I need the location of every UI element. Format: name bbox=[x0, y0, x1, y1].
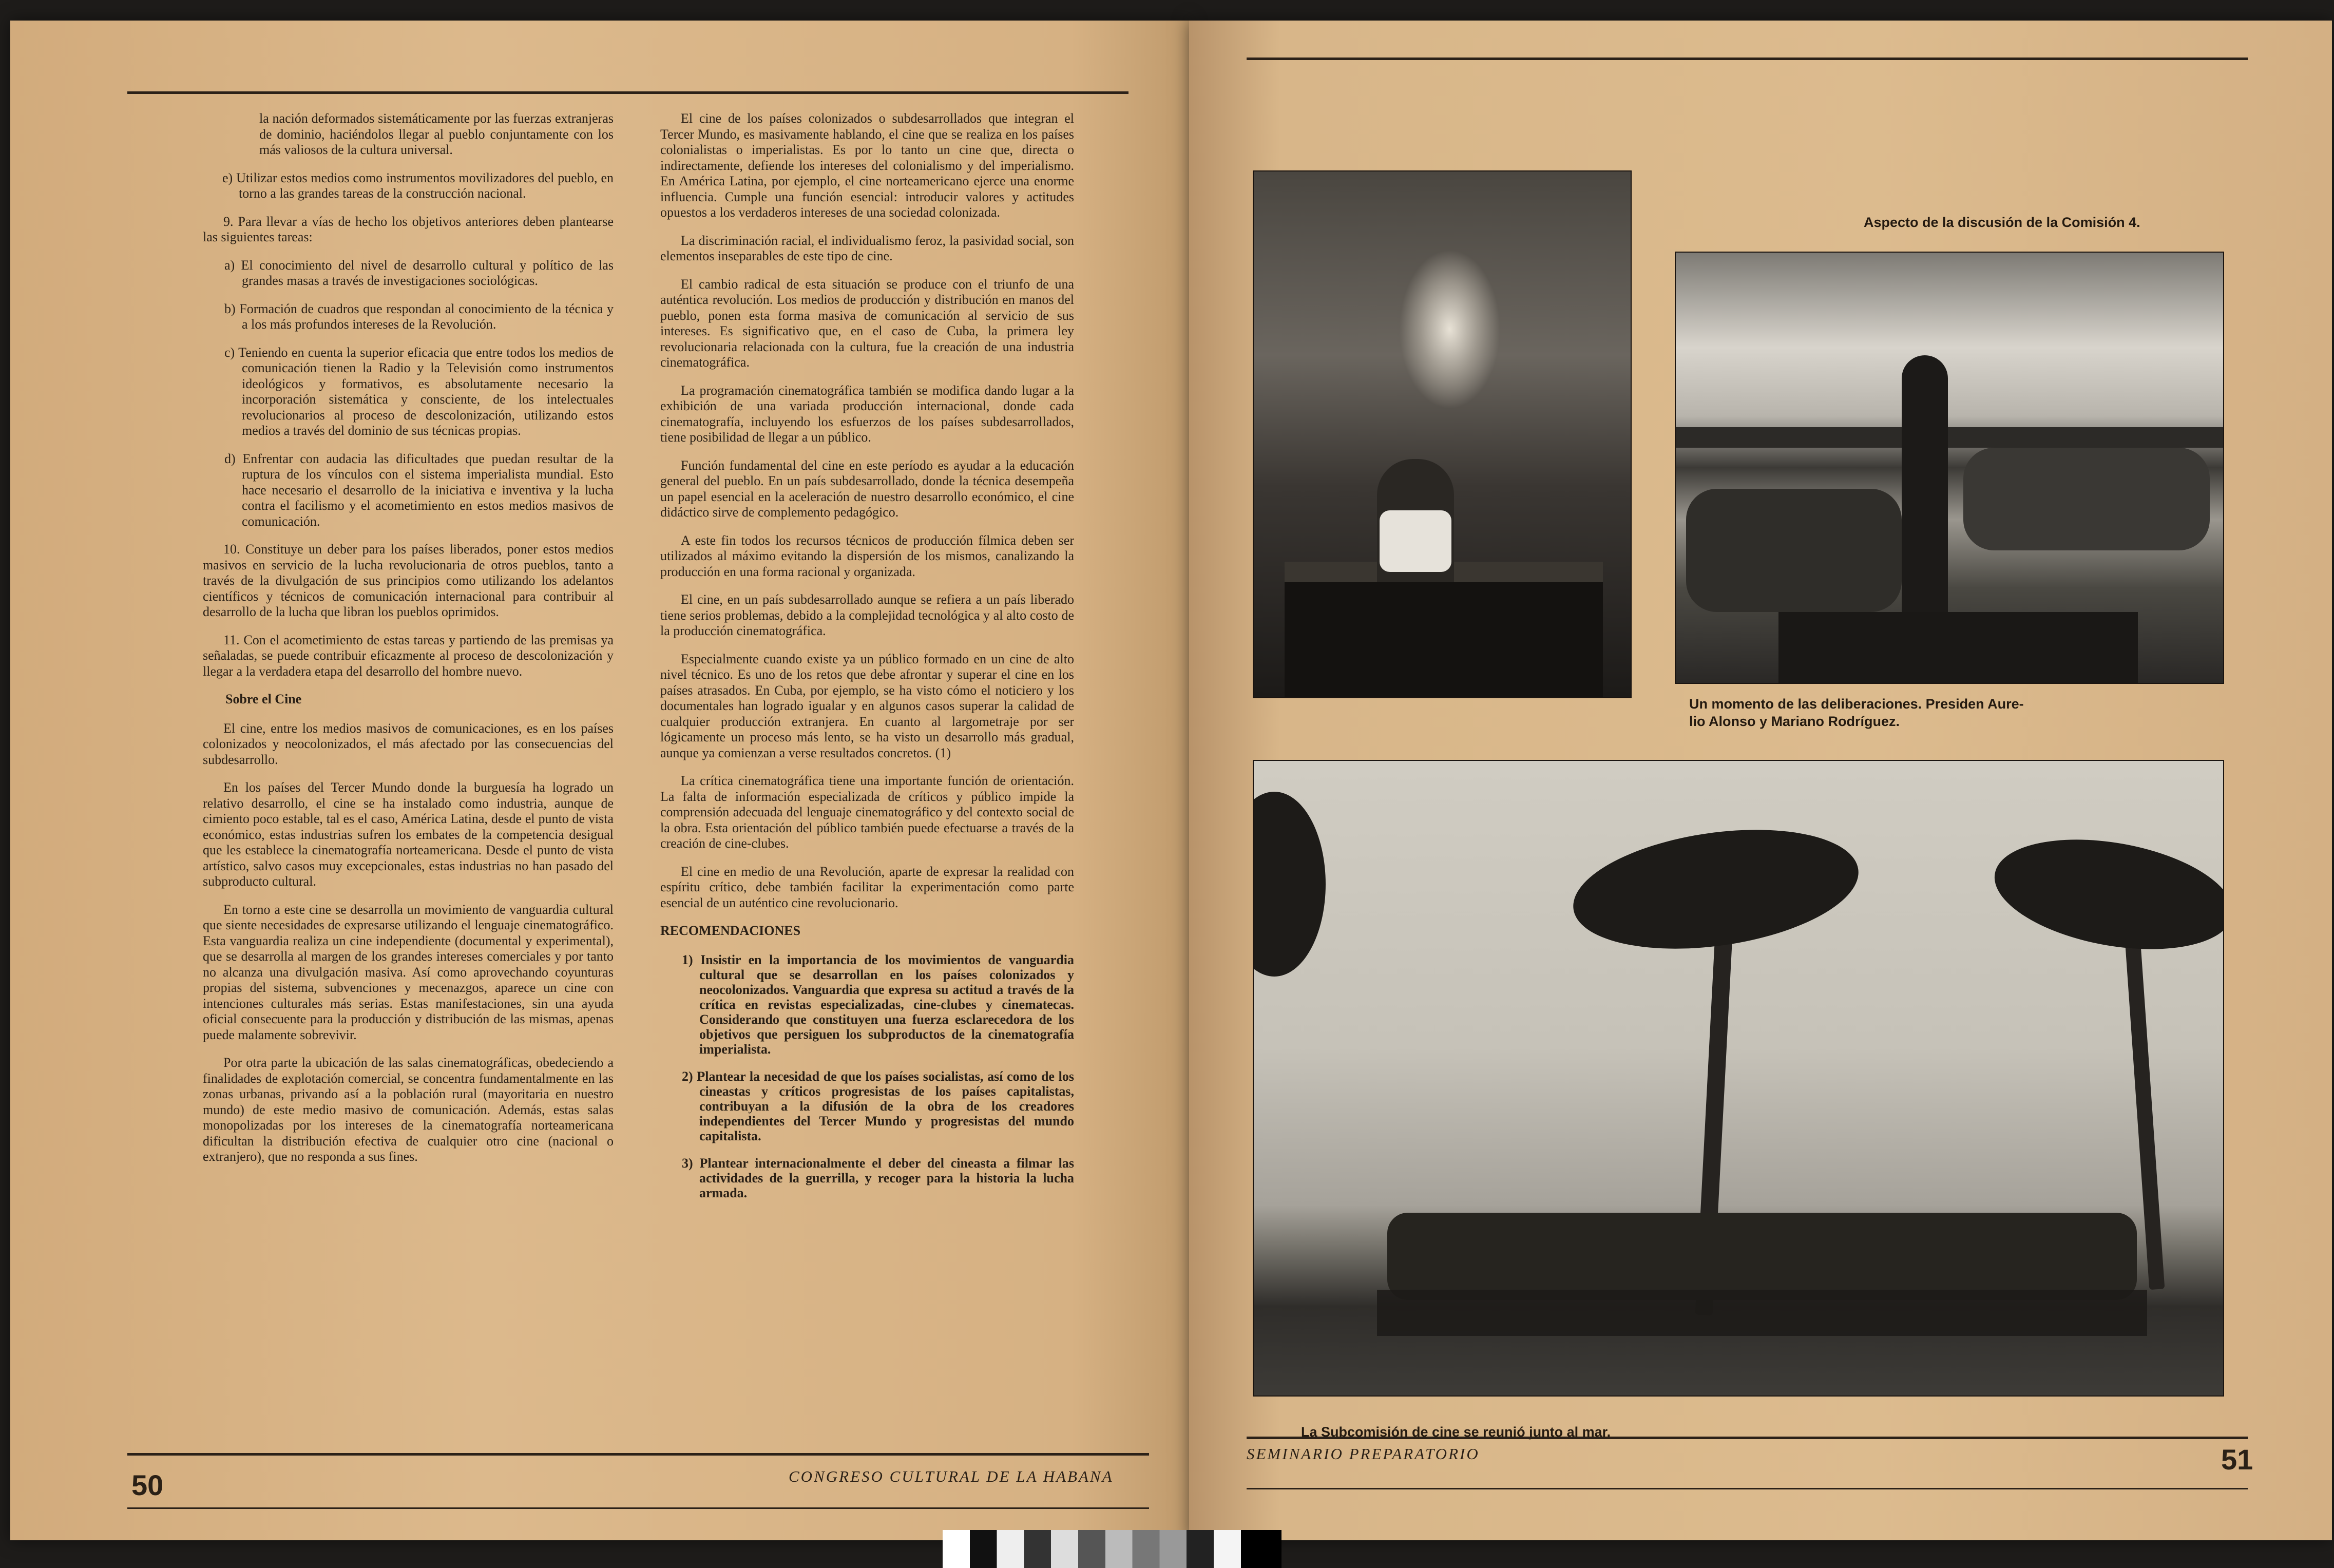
left-page bbox=[10, 21, 1189, 1540]
caption-middle-line-2: lio Alonso y Mariano Rodríguez. bbox=[1689, 714, 1900, 729]
paragraph: c) Teniendo en cuenta la superior eficacia que entre todos los medios de comunicación tienen la Radio y la Televisión como instrumentos ideológicos y formativos, es absolutamente necesario la incorporación sistemática y consciente, de los intelectuales revolucionarios al proceso de descolonización, utilizando estos medios a través del dominio de sus técnicas propias. bbox=[224, 345, 614, 438]
paragraph: 10. Constituye un deber para los países liberados, poner estos medios masivos en servicio de la lucha revolucionaria de otros pueblos, tanto a través de la divulgación de sus principios como utilizando los adelantos científicos y técnicos de comunicación internacional para contribuir al desarrollo de la lucha que libran los pueblos oprimidos. bbox=[203, 542, 614, 619]
photo-dining-room bbox=[1253, 170, 1632, 698]
paragraph: e) Utilizar estos medios como instrumentos movilizadores del pueblo, en torno a las grandes tareas de la construcción nacional. bbox=[222, 170, 614, 201]
top-rule bbox=[127, 91, 1128, 94]
recommendation-item: 3) Plantear internacionalmente el deber del cineasta a filmar las actividades de la guerrilla, y recoger para la historia la lucha armada. bbox=[682, 1155, 1074, 1200]
running-title: CONGRESO CULTURAL DE LA HABANA bbox=[789, 1467, 1114, 1485]
bottom-rule-lower bbox=[1247, 1488, 2248, 1489]
caption-top: Aspecto de la discusión de la Comisión 4. bbox=[1864, 215, 2140, 230]
paragraph: El cine, entre los medios masivos de comunicaciones, es en los países colonizados y neocolonizados, el más afectado por las consecuencias del subdesarrollo. bbox=[203, 720, 614, 767]
caption-middle-line-1: Un momento de las deliberaciones. Presiden Aure- bbox=[1689, 696, 2024, 712]
paragraph: b) Formación de cuadros que respondan al conocimiento de la técnica y a los más profundos intereses de la Revolución. bbox=[224, 301, 614, 332]
page-number: 51 bbox=[2221, 1443, 2253, 1476]
paragraph: La crítica cinematográfica tiene una importante función de orientación. La falta de información especializada de críticos y público impide la comprensión adecuada del lenguaje cinematográfico y del contexto social de la obra. Esta orientación del público también puede efectuarse a través de la creación de cine-clubes. bbox=[660, 773, 1074, 851]
photo-deliberations bbox=[1675, 252, 2224, 684]
paragraph: la nación deformados sistemáticamente por las fuerzas extranjeras de dominio, haciéndolos llegar al pueblo conjuntamente con los más valiosos de la cultura universal. bbox=[259, 111, 614, 157]
top-rule bbox=[1247, 58, 2248, 60]
recommendation-item: 2) Plantear la necesidad de que los países socialistas, así como de los cineastas y críticos progresistas de los países capitalistas, contribuyan a la difusión de la obra de los creadores independientes del Tercer Mundo y progresistas del mundo capitalista. bbox=[682, 1068, 1074, 1143]
paragraph: 9. Para llevar a vías de hecho los objetivos anteriores deben plantearse las siguientes tareas: bbox=[203, 214, 614, 244]
bottom-rule-upper bbox=[127, 1453, 1149, 1456]
section-heading: Sobre el Cine bbox=[225, 692, 302, 706]
paragraph: El cine en medio de una Revolución, aparte de expresar la realidad con espíritu crítico, debe también facilitar la experimentación como parte esencial de un auténtico cine revolucionario. bbox=[660, 864, 1074, 910]
paragraph: a) El conocimiento del nivel de desarrollo cultural y político de las grandes masas a través de investigaciones sociológicas. bbox=[224, 257, 614, 288]
paragraph: En torno a este cine se desarrolla un movimiento de vanguardia cultural que siente necesidades de expresarse utilizando el lenguaje cinematográfico. Esta vanguardia realiza un cine independiente (documental y experimental), que se desarrolla al margen de los grandes intereses comerciales y por tanto no alcanza una divulgación masiva. Así como aprovechando coyunturas propias del sistema, subvenciones y mecenazgos, aparece un cine con intenciones culturales más serias. Estas manifestaciones, sin una ayuda oficial consecuente para la producción y distribución de las mismas, apenas puede malamente sobrevivir. bbox=[203, 902, 614, 1042]
running-title: SEMINARIO PREPARATORIO bbox=[1247, 1445, 1480, 1463]
paragraph: El cine, en un país subdesarrollado aunque se refiera a un país liberado tiene serios problemas, debido a la complejidad tecnológica y al alto costo de la producción cinematográfica. bbox=[660, 592, 1074, 638]
right-page bbox=[1189, 21, 2332, 1540]
paragraph: Por otra parte la ubicación de las salas cinematográficas, obedeciendo a finalidades de explotación comercial, se concentra fundamentalmente en las zonas urbanas, privando así a la población rural (mayoritaria en nuestro mundo) de este medio masivo de comunicación. Además, estas salas monopolizadas por los intereses de la cinematografía norteamericana dificultan la distribución efectiva de cualquier otro cine (nacional o extranjero), que no responda a sus fines. bbox=[203, 1055, 614, 1164]
caption-bottom: La Subcomisión de cine se reunió junto al mar. bbox=[1301, 1424, 1611, 1440]
photo-subcommission-by-sea bbox=[1253, 760, 2224, 1397]
paragraph: d) Enfrentar con audacia las dificultades que puedan resultar de la ruptura de los vínculos con el sistema imperialista mundial. Esto hace necesario el desarrollo de la iniciativa e inventiva y la lucha contra el facilismo y el acometimiento en estos medios masivos de comunicación. bbox=[224, 451, 614, 529]
color-calibration-bar bbox=[943, 1530, 1281, 1568]
paragraph: Función fundamental del cine en este período es ayudar a la educación general del pueblo. En un país subdesarrollado, donde la técnica desempeña un papel esencial en la aceleración de nuestro desarrollo económico, el cine didáctico sirve de complemento pedagógico. bbox=[660, 457, 1074, 520]
page-number: 50 bbox=[131, 1469, 164, 1501]
text-column-right bbox=[660, 111, 1074, 1213]
paragraph: El cine de los países colonizados o subdesarrollados que integran el Tercer Mundo, es masivamente hablando, el cine que se realiza en los países colonialistas o imperialistas. Es por lo tanto un cine que, directa o indirectamente, defiende los intereses del colonialismo y del imperialismo. En América Latina, por ejemplo, el cine norteamericano ejerce una enorme influencia. Cumple una función esencial: introducir valores y actitudes opuestos a los verdaderos intereses de una sociedad colonizada. bbox=[660, 111, 1074, 220]
bottom-rule-lower bbox=[127, 1507, 1149, 1509]
section-heading: RECOMENDACIONES bbox=[660, 923, 801, 938]
paragraph: La programación cinematográfica también se modifica dando lugar a la exhibición de una variada producción internacional, donde cada cinematografía, incluyendo los esfuerzos de los países subdesarrollados, tiene posibilidad de llegar a un público. bbox=[660, 383, 1074, 445]
paragraph: En los países del Tercer Mundo donde la burguesía ha logrado un relativo desarrollo, el cine se ha instalado como industria, aunque de cimiento poco estable, tal es el caso, América Latina, desde el punto de vista económico, estas industrias sufren los embates de la competencia desigual que les establece la cinematografía norteamericana. Desde el punto de vista artístico, salvo casos muy excepcionales, estas industrias no han pasado del subproducto cultural. bbox=[203, 780, 614, 889]
text-column-left bbox=[203, 111, 614, 1177]
recommendation-item: 1) Insistir en la importancia de los movimientos de vanguardia cultural que se desarrollan en los países colonizados y neocolonizados. Vanguardia que expresa su actitud a través de la crítica en revistas especializadas, cine-clubes y cinematecas. Considerando que constituyen una fuerza esclarecedora de los objetivos que persiguen los subproductos de la cinematografía imperialista. bbox=[682, 952, 1074, 1057]
caption-middle bbox=[1689, 695, 2233, 730]
paragraph: El cambio radical de esta situación se produce con el triunfo de una auténtica revolución. Los medios de producción y distribución en manos del pueblo, ponen esta forma masiva de comunicación al servicio de sus intereses. Es significativo que, en el caso de Cuba, la primera ley revolucionaria relacionada con la cultura, fue la creación de una industria cinematográfica. bbox=[660, 276, 1074, 370]
paragraph: A este fin todos los recursos técnicos de producción fílmica deben ser utilizados al máximo evitando la dispersión de los mismos, canalizando la producción en una forma racional y organizada. bbox=[660, 532, 1074, 579]
paragraph: Especialmente cuando existe ya un público formado en un cine de alto nivel técnico. Es uno de los retos que debe afrontar y superar el cine en los países atrasados. En Cuba, por ejemplo, se ha visto cómo el noticiero y los documentales han logrado igualar y en algunos casos superar la calidad de cualquier producción extranjera. En cuanto al largometraje por ser lógicamente un proceso más lento, se ha visto un desarrollo más gradual, aunque ya comienzan a verse resultados concretos. (1) bbox=[660, 651, 1074, 760]
paragraph: 11. Con el acometimiento de estas tareas y partiendo de las premisas ya señaladas, se puede contribuir eficazmente al proceso de descolonización y llegar a la verdadera etapa del desarrollo del hombre nuevo. bbox=[203, 632, 614, 679]
bottom-rule-upper bbox=[1247, 1437, 2248, 1439]
paragraph: La discriminación racial, el individualismo feroz, la pasividad social, son elementos inseparables de este tipo de cine. bbox=[660, 233, 1074, 263]
